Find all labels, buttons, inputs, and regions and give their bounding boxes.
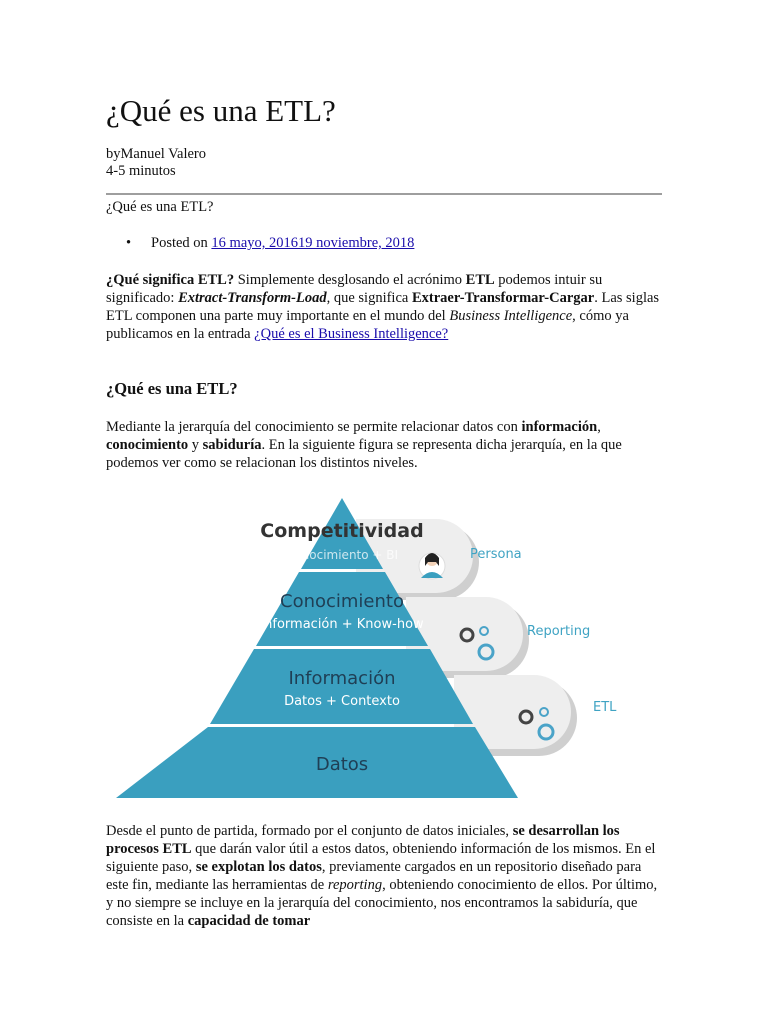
page-title: ¿Qué es una ETL?	[106, 93, 336, 128]
side-label-reporting: Reporting	[527, 624, 591, 639]
divider	[106, 193, 662, 195]
person-icon	[419, 553, 445, 579]
text: podemos intuir su significado:	[106, 272, 603, 306]
breadcrumb: ¿Qué es una ETL?	[106, 199, 214, 215]
author: byManuel Valero	[106, 146, 206, 162]
text: , cómo ya publicamos en la entrada	[106, 308, 629, 342]
text: , previamente cargados en un repositorio diseñado para este fin, mediante las herramientas de	[106, 859, 642, 893]
bullet-icon: •	[126, 235, 132, 251]
extraer-transformar-cargar: Extraer-Transformar-Cargar	[411, 290, 595, 306]
article-meta	[106, 146, 206, 180]
level-title-competitividad: Competitividad	[260, 520, 424, 542]
text: Mediante la jerarquía del conocimiento se permite relacionar datos con	[106, 419, 522, 435]
text: ,	[597, 419, 601, 435]
bi-article-link[interactable]: ¿Qué es el Business Intelligence?	[254, 326, 449, 342]
knowledge-pyramid-figure	[106, 492, 646, 804]
posted-date-link[interactable]: 16 mayo, 201619 noviembre, 2018	[211, 235, 415, 251]
level-sub-competitividad: Conocimiento + BI	[285, 548, 399, 562]
posted-on-label: Posted on	[151, 235, 208, 251]
question-bold: ¿Qué significa ETL?	[106, 272, 235, 288]
level-sub-conocimiento: Información + Know-how	[260, 617, 424, 632]
side-label-etl: ETL	[593, 700, 617, 715]
read-time: 4-5 minutos	[106, 163, 176, 179]
side-label-persona: Persona	[470, 547, 522, 562]
reporting-italic: reporting	[327, 877, 383, 893]
paragraph-intro	[106, 271, 666, 343]
business-intelligence-italic: Business Intelligence	[449, 308, 573, 324]
sabiduria-bold: sabiduría	[202, 437, 262, 453]
conocimiento-bold: conocimiento	[106, 437, 189, 453]
text: Simplemente desglosando el acrónimo	[234, 272, 466, 288]
paragraph-hierarchy	[106, 418, 666, 472]
explotan-bold: se explotan los datos	[195, 859, 322, 875]
desarrollan-bold: se desarrollan los procesos ETL	[106, 823, 620, 857]
etl-bold: ETL	[465, 272, 495, 288]
informacion-bold: información	[521, 419, 598, 435]
extract-transform-load: Extract-Transform-Load	[178, 290, 327, 306]
text: . En la siguiente figura se representa dicha jerarquía, en la que podemos ver como se relacionan los distintos niveles.	[106, 437, 622, 471]
text: , obteniendo conocimiento de ellos. Por último, y no siempre se incluye en la jerarquía del conocimiento, nos encontramos la sabiduría, que consiste en la	[106, 877, 658, 929]
text: Desde el punto de partida, formado por el conjunto de datos iniciales,	[106, 823, 513, 839]
level-title-datos: Datos	[315, 754, 369, 775]
capacidad-bold: capacidad de tomar	[187, 913, 311, 929]
level-sub-informacion: Datos + Contexto	[284, 694, 400, 709]
section-heading: ¿Qué es una ETL?	[106, 379, 238, 398]
level-title-conocimiento: Conocimiento	[280, 591, 404, 612]
text: . Las siglas ETL componen una parte muy importante en el mundo del	[106, 290, 660, 324]
text: y	[188, 437, 203, 453]
text: que darán valor útil a estos datos, obteniendo información de los mismos. En el siguiente paso,	[106, 841, 656, 875]
paragraph-process	[106, 822, 666, 930]
level-title-informacion: Información	[288, 668, 396, 689]
text: , que significa	[326, 290, 412, 306]
